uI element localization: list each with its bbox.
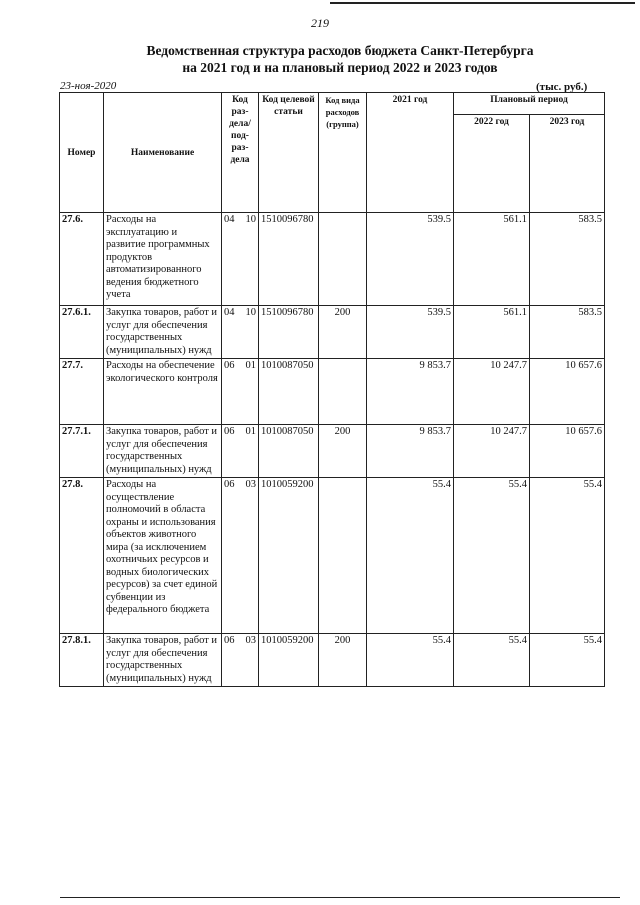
row-value-2021: 55.4 [367, 634, 454, 687]
podrazdel-code: 10 [245, 214, 256, 225]
row-razdel [222, 478, 259, 634]
header-razdel: Код раз-дела/ под-раз-дела [222, 93, 259, 213]
row-number: 27.7.1. [60, 425, 104, 478]
row-value-2022: 561.1 [454, 306, 530, 359]
row-value-2021: 9 853.7 [367, 359, 454, 425]
row-value-2021: 539.5 [367, 306, 454, 359]
table-row [60, 425, 605, 478]
razdel-code: 06 [224, 479, 235, 490]
row-target-code: 1010087050 [259, 359, 319, 425]
header-vid: Код вида расходов (группа) [319, 93, 367, 213]
row-vid-code [319, 478, 367, 634]
row-value-2022: 55.4 [454, 478, 530, 634]
podrazdel-code: 01 [245, 360, 256, 371]
row-name: Закупка товаров, работ и услуг для обеспечения государственных (муниципальных) нужд [104, 306, 222, 359]
header-name: Наименование [104, 93, 222, 213]
row-value-2021: 55.4 [367, 478, 454, 634]
row-number: 27.8. [60, 478, 104, 634]
row-target-code: 1010059200 [259, 478, 319, 634]
row-vid-code: 200 [319, 425, 367, 478]
row-razdel [222, 213, 259, 306]
row-number: 27.7. [60, 359, 104, 425]
row-name: Расходы на обеспечение экологического контроля [104, 359, 222, 425]
row-razdel [222, 425, 259, 478]
table-row [60, 359, 605, 425]
row-value-2023: 10 657.6 [530, 425, 605, 478]
podrazdel-code: 03 [245, 635, 256, 646]
podrazdel-code: 01 [245, 426, 256, 437]
row-number: 27.8.1. [60, 634, 104, 687]
row-vid-code [319, 213, 367, 306]
row-name: Расходы на эксплуатацию и развитие программных продуктов автоматизированного ведения бюджетного учета [104, 213, 222, 306]
header-2022: 2022 год [454, 115, 530, 213]
header-2021: 2021 год [367, 93, 454, 213]
units-label: (тыс. руб.) [536, 81, 588, 93]
title-line-2: на 2021 год и на плановый период 2022 и 2023 годов [182, 60, 498, 75]
row-vid-code [319, 359, 367, 425]
row-vid-code: 200 [319, 306, 367, 359]
row-value-2022: 10 247.7 [454, 359, 530, 425]
expenditure-table [59, 92, 605, 687]
header-2023: 2023 год [530, 115, 605, 213]
row-value-2021: 9 853.7 [367, 425, 454, 478]
row-number: 27.6. [60, 213, 104, 306]
row-vid-code: 200 [319, 634, 367, 687]
podrazdel-code: 10 [245, 307, 256, 318]
row-value-2023: 583.5 [530, 306, 605, 359]
row-value-2022: 561.1 [454, 213, 530, 306]
table-row [60, 478, 605, 634]
header-planned: Плановый период [454, 93, 605, 115]
row-razdel [222, 306, 259, 359]
table-row [60, 634, 605, 687]
row-value-2022: 10 247.7 [454, 425, 530, 478]
row-value-2021: 539.5 [367, 213, 454, 306]
razdel-code: 06 [224, 426, 235, 437]
razdel-code: 06 [224, 635, 235, 646]
header-number: Номер [60, 93, 104, 213]
row-target-code: 1010059200 [259, 634, 319, 687]
row-value-2023: 583.5 [530, 213, 605, 306]
table-body [60, 213, 605, 687]
razdel-code: 04 [224, 214, 235, 225]
row-target-code: 1010087050 [259, 425, 319, 478]
document-title [60, 42, 620, 76]
row-value-2023: 55.4 [530, 478, 605, 634]
row-razdel [222, 359, 259, 425]
podrazdel-code: 03 [245, 479, 256, 490]
page-number: 219 [311, 16, 329, 30]
row-target-code: 1510096780 [259, 213, 319, 306]
table-row [60, 213, 605, 306]
table-row [60, 306, 605, 359]
row-name: Закупка товаров, работ и услуг для обеспечения государственных (муниципальных) нужд [104, 425, 222, 478]
razdel-code: 06 [224, 360, 235, 371]
row-value-2023: 55.4 [530, 634, 605, 687]
row-name: Расходы на осуществление полномочий в областа охраны и использования объектов животного мира (за исключением охотничьих ресурсов и водных биологических ресурсов) за счет единой субвенции из федерального бюджета [104, 478, 222, 634]
bottom-border-line [60, 897, 620, 898]
razdel-code: 04 [224, 307, 235, 318]
document-date: 23-ноя-2020 [60, 80, 117, 92]
row-target-code: 1510096780 [259, 306, 319, 359]
row-number: 27.6.1. [60, 306, 104, 359]
row-razdel [222, 634, 259, 687]
header-target: Код целевой статьи [259, 93, 319, 213]
row-name: Закупка товаров, работ и услуг для обеспечения государственных (муниципальных) нужд [104, 634, 222, 687]
top-border-line [330, 2, 635, 4]
title-line-1: Ведомственная структура расходов бюджета Санкт-Петербурга [146, 43, 534, 58]
row-value-2023: 10 657.6 [530, 359, 605, 425]
row-value-2022: 55.4 [454, 634, 530, 687]
